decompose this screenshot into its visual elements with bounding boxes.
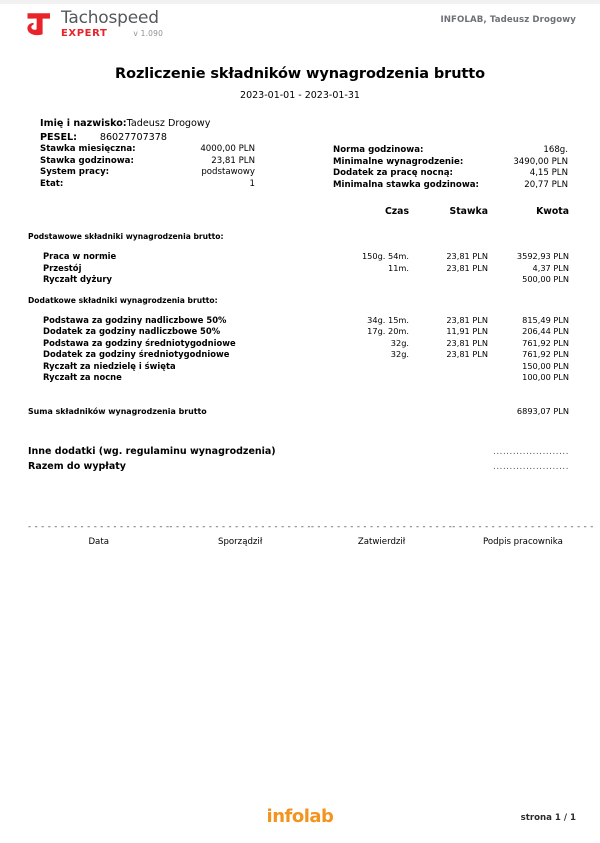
logo-subrow [61,28,163,39]
signature-field-data [28,522,169,547]
row-stawka: 23,81 PLN [446,314,488,325]
tachospeed-logo-icon [24,9,54,39]
signature-area [28,522,594,547]
net-payout-label: Razem do wypłaty [28,460,126,472]
infolab-logo: infolab [266,806,334,827]
signature-label: Zatwierdził [357,537,406,547]
sum-value: 6893,07 PLN [516,405,569,416]
row-czas: 32g. [390,349,409,359]
row-czas: 32g. [390,337,409,348]
work-system-value: podstawowy [201,167,255,178]
min-wage-label: Minimalne wynagrodzenie: [333,156,464,167]
other-additions-row [28,446,569,461]
fte-label: Etat: [40,178,64,189]
totals-block [28,446,569,476]
row-kwota: 3592,93 PLN [516,251,569,261]
column-header-kwota: Kwota [536,206,569,217]
row-description: Podstawa za godziny nadliczbowe 50% [43,314,227,325]
signature-field-zatwierdzil [311,522,452,547]
min-hourly-rate-label: Minimalna stawka godzinowa: [333,179,479,190]
night-bonus-label: Dodatek za pracę nocną: [333,168,453,179]
norms-row [333,157,568,169]
logo-text [61,8,163,39]
section-rows-basic [28,251,569,286]
hourly-rate-value: 23,81 PLN [211,155,255,166]
employee-detail-row [40,167,255,179]
signature-label: Data [88,537,109,547]
min-hourly-rate-value: 20,77 PLN [524,179,568,190]
section-heading-basic: Podstawowe składniki wynagrodzenia brutto: [28,232,224,241]
other-additions-placeholder: ....................... [493,446,569,457]
norms-row [333,168,568,180]
logo-version: v 1.090 [133,29,164,38]
logo-badge: EXPERT [61,28,108,39]
row-kwota: 150,00 PLN [522,360,569,371]
employee-pesel-row [40,131,255,145]
row-stawka: 23,81 PLN [446,251,488,261]
row-description: Ryczałt dyżury [43,274,112,284]
row-description: Dodatek za godziny średniotygodniowe [43,349,230,359]
document-footer [0,806,600,836]
row-stawka: 11,91 PLN [446,326,488,336]
signature-line: - - - - - - - - - - - - - - - - - - - - - - [310,522,453,532]
table-header-row [28,206,569,222]
sum-label: Suma składników wynagrodzenia brutto [28,406,207,416]
row-stawka: 23,81 PLN [446,262,488,273]
table-row [28,361,569,373]
salary-components-table [28,206,569,476]
table-row [28,326,569,338]
report-period: 2023-01-01 - 2023-01-31 [240,90,360,101]
row-description: Ryczałt za nocne [43,372,122,382]
row-description: Ryczałt za niedzielę i święta [43,360,176,371]
monthly-rate-value: 4000,00 PLN [200,144,255,154]
logo-title: Tachospeed [61,8,159,28]
section-heading-additional: Dodatkowe składniki wynagrodzenia brutto: [28,295,218,305]
signature-field-employee [452,522,593,547]
table-row [28,315,569,327]
row-kwota: 100,00 PLN [522,372,569,382]
signature-line: - - - - - - - - - - - - - - - - - - - - - - [452,522,594,532]
row-czas: 34g. 15m. [367,314,409,325]
table-row [28,274,569,286]
employee-detail-row [40,156,255,168]
row-stawka: 23,81 PLN [446,337,488,348]
work-system-label: System pracy: [40,167,110,178]
row-kwota: 815,49 PLN [522,314,569,325]
signature-label: Sporządził [217,537,263,547]
row-kwota: 761,92 PLN [522,337,569,348]
tachospeed-logo [24,8,163,39]
signature-line: - - - - - - - - - - - - - - - - - - - - - - [28,522,170,532]
employee-info-block [40,117,255,190]
row-description: Przestój [43,262,82,273]
min-wage-value: 3490,00 PLN [513,156,568,167]
document-header [0,4,600,48]
employee-name-label: Imię i nazwisko: [40,118,127,129]
row-kwota: 4,37 PLN [532,262,569,273]
signature-field-sporzadzil [169,522,310,547]
row-kwota: 500,00 PLN [522,274,569,284]
column-header-czas: Czas [384,206,409,217]
employee-detail-row [40,179,255,191]
hourly-rate-label: Stawka godzinowa: [40,155,134,166]
row-stawka: 23,81 PLN [446,349,488,359]
norms-row [333,145,568,157]
signature-label: Podpis pracownika [483,537,563,547]
hour-norm-label: Norma godzinowa: [333,145,424,155]
section-rows-additional [28,315,569,384]
row-czas: 11m. [388,262,409,273]
row-description: Podstawa za godziny średniotygodniowe [43,337,236,348]
row-czas: 17g. 20m. [367,326,409,336]
other-additions-label: Inne dodatki (wg. regulaminu wynagrodzenia) [28,445,276,457]
employee-name-row [40,117,255,131]
row-description: Dodatek za godziny nadliczbowe 50% [43,326,221,336]
row-kwota: 761,92 PLN [522,349,569,359]
company-name: INFOLAB, Tadeusz Drogowy [440,15,576,25]
page-number: strona 1 / 1 [520,813,576,823]
employee-detail-row [40,144,255,156]
signature-line: - - - - - - - - - - - - - - - - - - - - - - [169,522,311,532]
row-czas: 150g. 54m. [361,251,409,261]
column-header-stawka: Stawka [449,206,488,217]
norms-row [333,180,568,192]
monthly-rate-label: Stawka miesięczna: [40,144,136,154]
norms-info-block [333,145,568,191]
net-payout-placeholder: ....................... [493,461,569,472]
net-payout-row [28,461,569,476]
table-row [28,349,569,361]
table-row [28,263,569,275]
night-bonus-value: 4,15 PLN [529,168,568,179]
employee-name-value: Tadeusz Drogowy [126,118,211,129]
table-row [28,372,569,384]
fte-value: 1 [249,178,255,189]
employee-pesel-value: 86027707378 [99,131,167,143]
row-description: Praca w normie [43,251,117,261]
table-row [28,338,569,350]
page-title: Rozliczenie składników wynagrodzenia brutto [115,66,485,82]
table-row [28,251,569,263]
row-kwota: 206,44 PLN [522,326,569,336]
employee-pesel-label: PESEL: [40,131,77,143]
hour-norm-value: 168g. [543,145,568,155]
table-sum-row [28,406,569,416]
